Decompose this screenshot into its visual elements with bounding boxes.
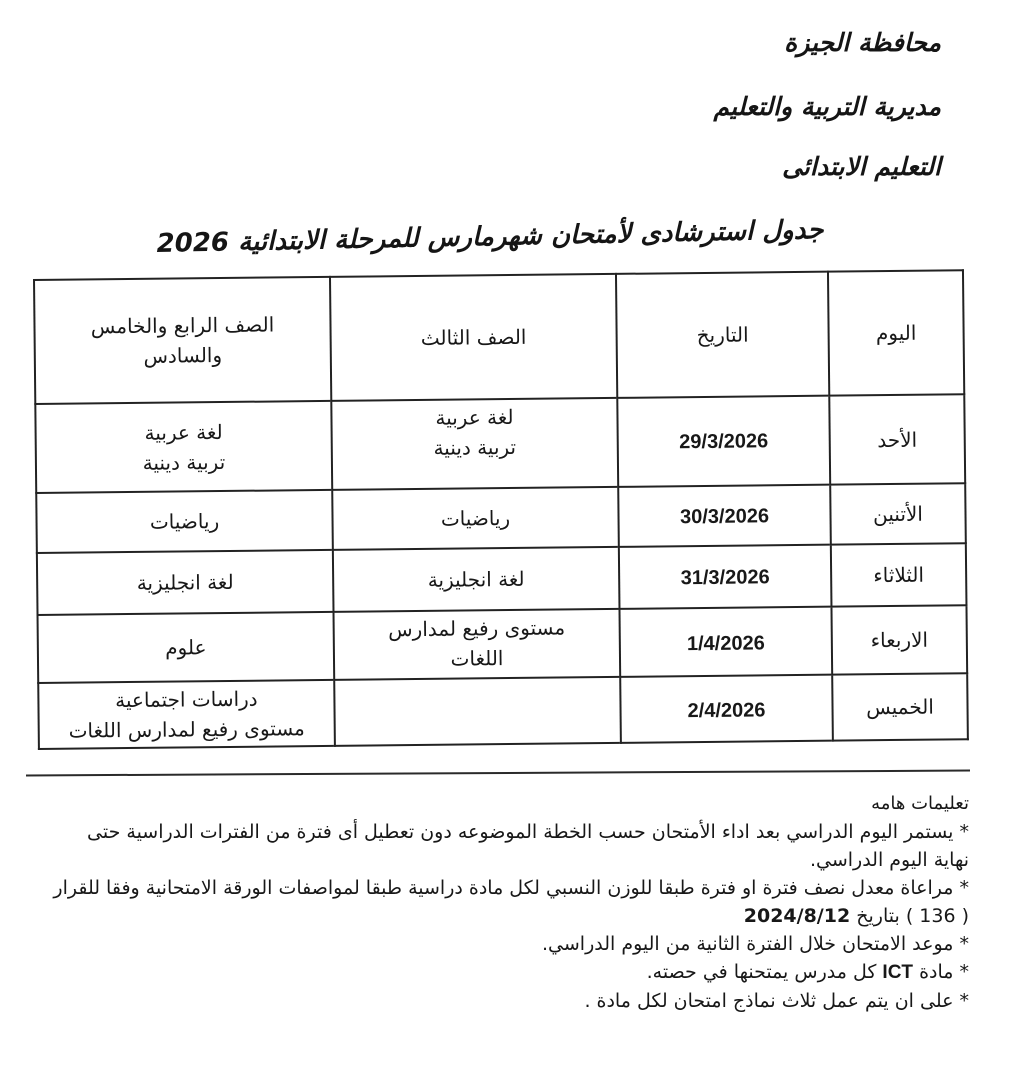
instruction-item: * على ان يتم عمل ثلاث نماذج امتحان لكل مادة . [584,990,969,1012]
table-row [36,483,966,553]
date-cell: 1/4/2026 [619,607,832,677]
day-cell: الخميس [832,673,968,740]
date-cell: 31/3/2026 [619,545,832,609]
column-header-grade456-line1: الصف الرابع والخامس [90,312,275,339]
date-cell: 29/3/2026 [617,396,830,487]
column-header-day: اليوم [828,270,964,395]
subject: علوم [165,635,207,660]
ict-label: ICT [882,962,914,983]
grade456-cell [38,680,335,749]
exam-schedule-table-wrapper [33,269,969,748]
subject: لغة انجليزية [427,566,525,592]
subject: مستوى رفيع لمدارس اللغات [68,716,305,743]
decree-date-prefix: بتاريخ [856,905,900,927]
exam-schedule-table [33,269,969,750]
grade3-cell [333,547,620,612]
day-cell: الاربعاء [831,605,967,674]
instruction-text: * مادة [919,961,969,983]
subject: مستوى رفيع لمدارس [388,615,566,642]
grade456-cell [37,550,334,615]
column-header-date: التاريخ [616,272,829,398]
subject: تربية دينية [142,449,226,475]
grade456-cell [36,490,333,553]
subject: دراسات اجتماعية [115,686,258,713]
table-row [38,673,968,749]
column-header-grade3: الصف الثالث [330,274,617,401]
directorate-heading: مديرية التربية والتعليم [713,92,941,121]
day-cell: الأحد [829,394,965,484]
instruction-item [52,958,969,987]
document-title: جدول استرشادى لأمتحان شهرمارس للمرحلة الابتدائية 2026 [156,215,824,259]
table-row [37,543,967,615]
department-heading: التعليم الابتدائى [782,152,941,181]
table-row [35,394,965,493]
instruction-item: * يستمر اليوم الدراسي بعد اداء الأمتحان حسب الخطة الموضوعه دون تعطيل أى فترة من الفترات الدراسية حتى نهاية اليوم الدراسي. [87,821,969,871]
column-header-grade456 [34,277,331,404]
grade456-cell [35,401,332,493]
column-header-grade456-line2: والسادس [143,343,223,368]
subject: لغة عربية [144,419,223,445]
day-cell: الأتنين [830,483,966,544]
date-cell: 2/4/2026 [620,675,833,743]
table-header-row [34,270,964,404]
decree-number: ( 136 ) [905,905,969,927]
date-cell: 30/3/2026 [618,485,831,547]
grade3-cell [331,398,618,490]
governorate-heading: محافظة الجيزة [784,28,941,57]
grade3-cell [332,487,619,550]
instructions-section [52,790,969,1015]
subject: اللغات [450,646,504,671]
subject: رياضيات [440,506,511,531]
decree-date: 2024/8/12 [743,905,851,927]
subject: رياضيات [149,509,220,534]
instruction-item: * موعد الامتحان خلال الفترة الثانية من اليوم الدراسي. [542,933,969,955]
instructions-heading: تعليمات هامه [871,793,969,814]
subject: لغة عربية [435,404,514,430]
grade3-cell [334,609,621,680]
grade3-cell-empty [334,677,621,746]
subject: لغة انجليزية [136,569,234,595]
table-row [38,605,968,683]
day-cell: الثلاثاء [831,543,967,606]
instruction-item [52,874,969,930]
section-divider [26,770,970,777]
grade456-cell [38,612,335,683]
instruction-text: كل مدرس يمتحنها في حصته. [646,961,877,983]
subject: تربية دينية [433,434,517,460]
instruction-text: * مراعاة معدل نصف فترة او فترة طبقا للوزن النسبي لكل مادة دراسية طبقا لمواصفات الورقة الامتحانية وفقا للقرار [53,877,969,899]
